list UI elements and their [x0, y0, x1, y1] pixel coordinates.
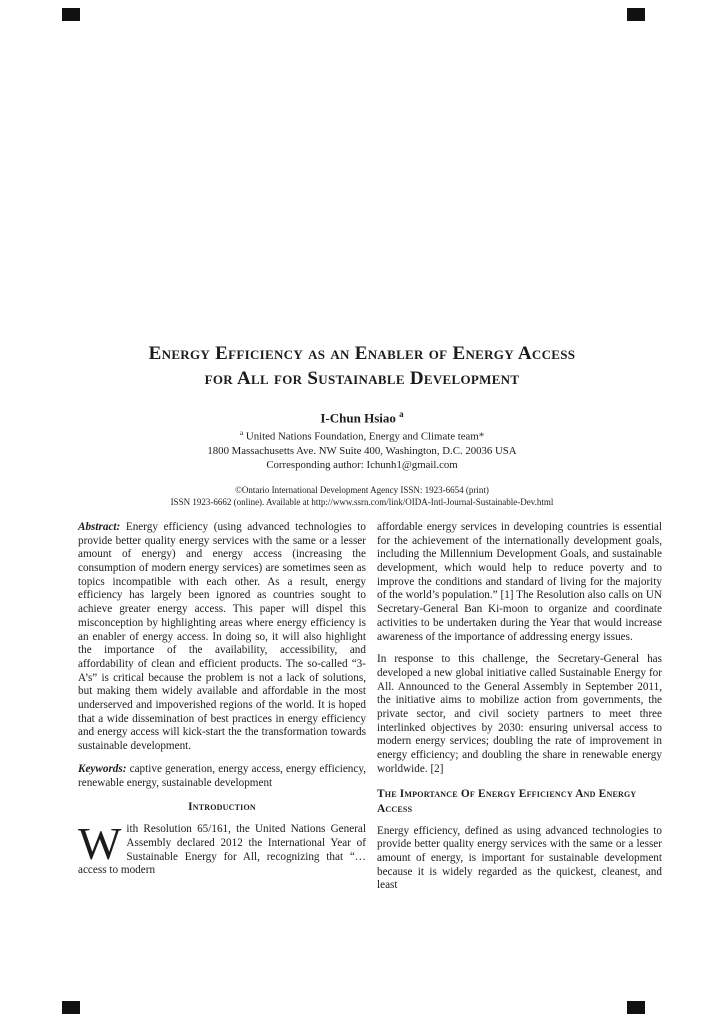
- author-block: [0, 407, 724, 472]
- author-name-text: I-Chun Hsiao: [320, 410, 396, 426]
- importance-section-heading: The Importance Of Energy Efficiency And Energy Access: [377, 787, 637, 815]
- crop-mark-bottom-left: [62, 1001, 80, 1014]
- crop-mark-bottom-right: [627, 1001, 645, 1014]
- paper-title-line2: for All for Sustainable Development: [204, 368, 520, 389]
- keywords-text: captive generation, energy access, energy efficiency, renewable energy, sustainable development: [78, 762, 367, 789]
- imprint-line2: ISSN 1923-6662 (online). Available at http://www.ssrn.com/link/OIDA-Intl-Journal-Sustainable-Dev.html: [170, 497, 554, 508]
- paper-title: [0, 0, 724, 391]
- corresponding-author: Corresponding author: Ichunh1@gmail.com: [266, 458, 458, 471]
- author-address: 1800 Massachusetts Ave. NW Suite 400, Washington, D.C. 20036 USA: [207, 444, 517, 457]
- paper-title-line1: Energy Efficiency as an Enabler of Energy Access: [148, 343, 576, 364]
- abstract-text: Energy efficiency (using advanced technologies to provide better quality energy services with the same or a lesser amount of energy) and energy access (increasing the consumption of modern energy services) are sometimes seen as topics incompatible with each other. As a result, energy efficiency has largely been ignored as countries sought to achieve greater energy access. This paper will dispel this misconception by highlighting areas where energy efficiency is an enabler of energy access. In doing so, it will also highlight the importance of the availability, accessibility, and affordability of clean and efficient products. The so-called “3-A’s” is critical because the problem is not a lack of solutions, but making them widely available and affordable in the most underserved and impoverished regions of the world. It is hoped that a wide dissemination of best practices in energy efficiency and energy access will kick-start the the transformation towards sustainable development.: [78, 520, 366, 753]
- introduction-text: ith Resolution 65/161, the United Nations General Assembly declared 2012 the International Year of Sustainable Energy for All, recognizing that “… access to modern: [78, 823, 366, 877]
- keywords-label: Keywords:: [78, 762, 127, 775]
- affiliation-marker: a: [239, 428, 244, 438]
- imprint-line1: ©Ontario International Development Agency ISSN: 1923-6654 (print): [235, 484, 489, 495]
- keywords-paragraph: [78, 763, 366, 790]
- left-column: [78, 521, 366, 902]
- crop-mark-top-left: [62, 8, 80, 21]
- crop-mark-top-right: [627, 8, 645, 21]
- affiliation-text: United Nations Foundation, Energy and Climate team*: [245, 430, 485, 443]
- author-name: [0, 407, 724, 425]
- body-paragraph-1: affordable energy services in developing countries is essential for the achievement of the internationally development goals, including the Millennium Development Goals, and sustainable development, which would help to reduce poverty and to improve the conditions and standard of living for the majority of the world’s population.” [1] The Resolution also calls on UN Secretary-General Ban Ki-moon to organize and coordinate activities to be undertaken during the Year that would increase awareness of the importance of addressing energy issues.: [377, 520, 662, 643]
- abstract-label: Abstract:: [78, 520, 121, 533]
- author-affiliation-marker: a: [399, 409, 404, 419]
- introduction-paragraph: [78, 818, 366, 878]
- journal-imprint: [0, 484, 724, 509]
- right-column: [377, 521, 662, 902]
- abstract-paragraph: [78, 521, 366, 754]
- drop-cap: W: [78, 818, 122, 870]
- two-column-body: [78, 521, 665, 902]
- body-paragraph-3: Energy efficiency, defined as using advanced technologies to provide better quality energy services with the same or a lesser amount of energy, is important for sustainable development because it is widely regarded as the quickest, cleanest, and least: [377, 824, 662, 892]
- author-affiliation: [0, 426, 724, 444]
- introduction-heading: Introduction: [188, 801, 256, 814]
- body-paragraph-2: In response to this challenge, the Secretary-General has developed a new global initiative called Sustainable Energy for All. Announced to the General Assembly in September 2011, the initiative aims to mobilize action from governments, the private sector, and civil society partners to meet three interlinked objectives by 2030: ensuring universal access to modern energy services; doubling the rate of improvement in energy efficiency; and doubling the share in renewable energy worldwide. [2]: [377, 653, 662, 775]
